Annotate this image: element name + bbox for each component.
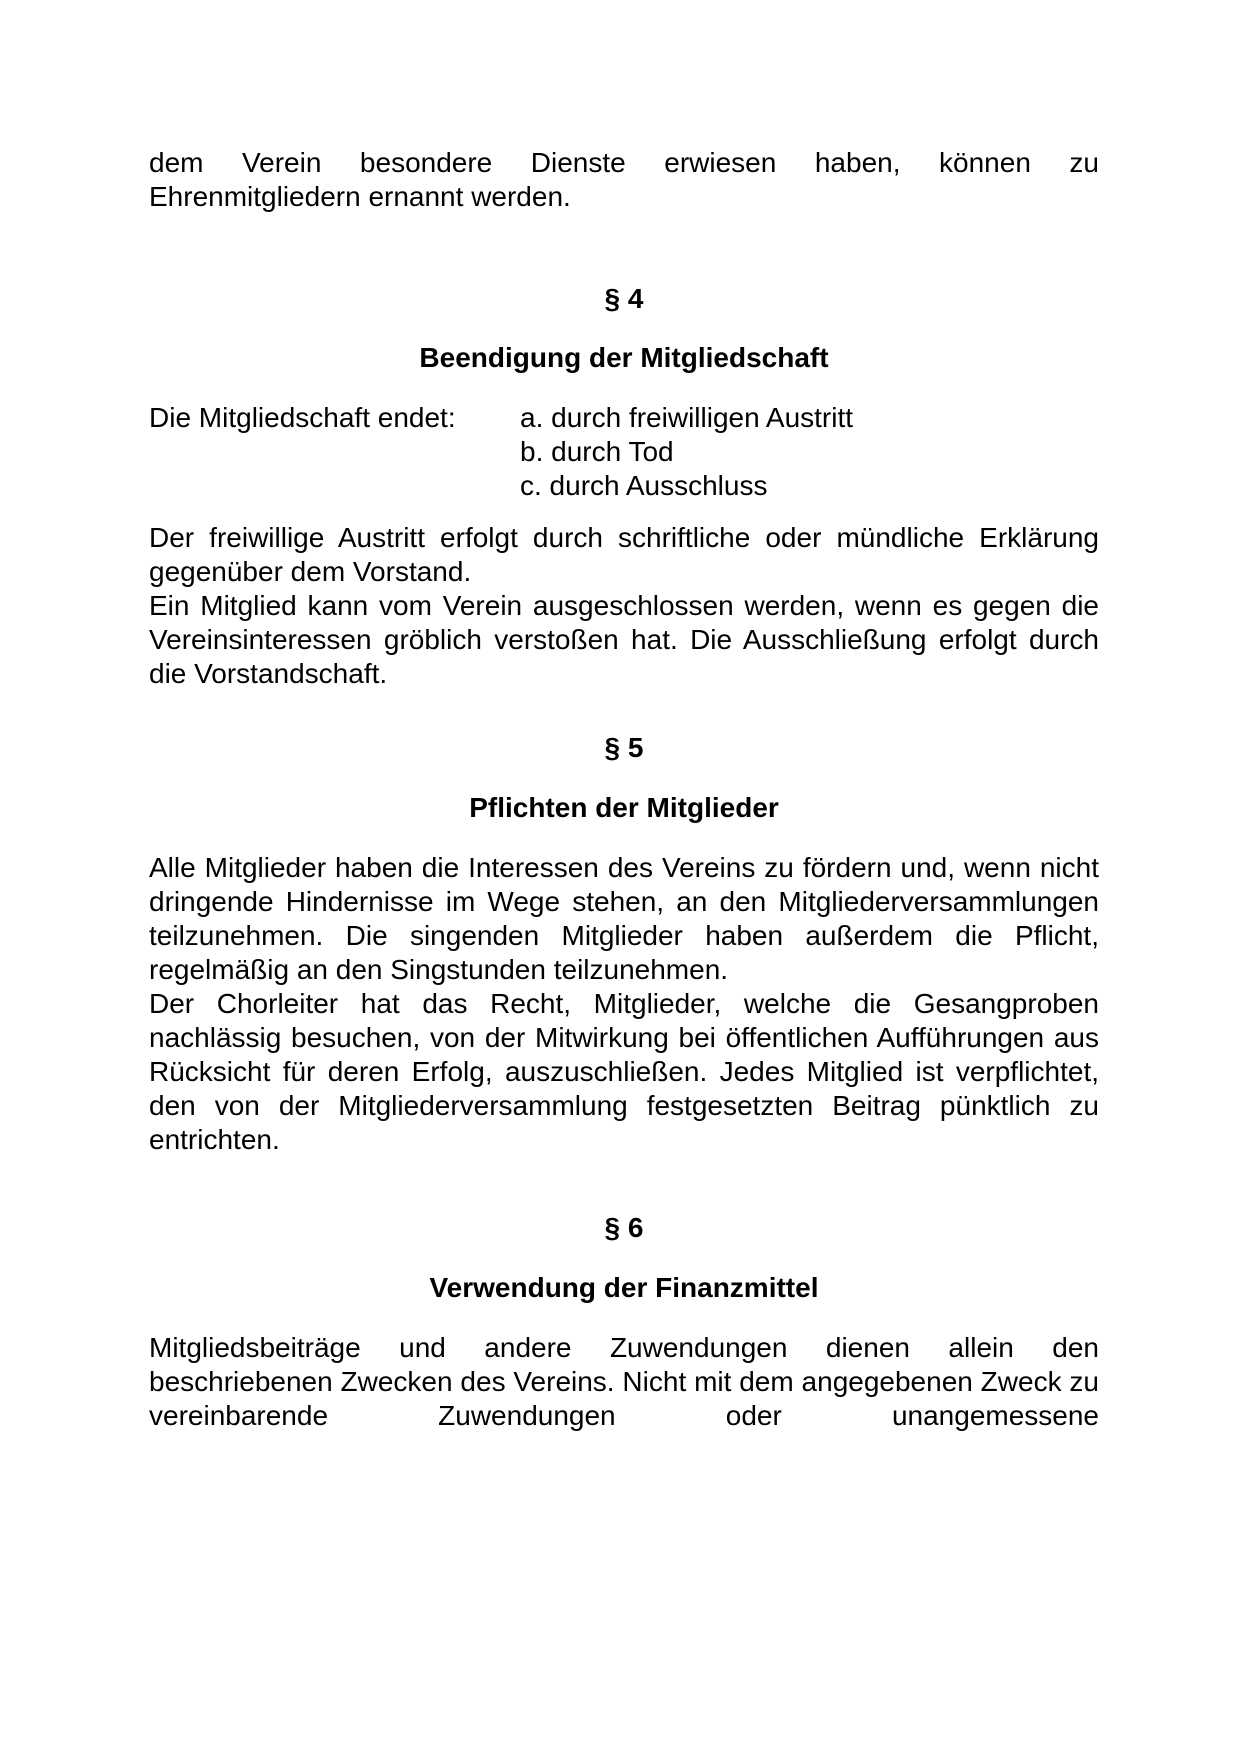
section-6-paragraph-1: Mitgliedsbeiträge und andere Zuwendungen dienen allein den beschriebenen Zwecken des Vereins. Nicht mit dem angegebenen Zweck zu vereinbarende Zuwendungen oder unangemessene [149,1332,1099,1431]
section-5-title: Pflichten der Mitglieder [469,792,779,823]
section-4-list [520,401,853,503]
section-6-number: § 6 [604,1212,644,1243]
list-item: a. durch freiwilligen Austritt [520,402,854,433]
list-item: b. durch Tod [520,436,674,467]
section-4-list-label: Die Mitgliedschaft endet: [149,402,456,433]
section-4-number: § 4 [604,283,644,314]
section-5-paragraph-1: Alle Mitglieder haben die Interessen des Vereins zu fördern und, wenn nicht dringende Hindernisse im Wege stehen, an den Mitgliederversammlungen teilzunehmen. Die singenden Mitglieder haben außerdem die Pflicht, regelmäßig an den Singstunden teilzunehmen. [149,852,1099,985]
section-4-paragraph-1: Der freiwillige Austritt erfolgt durch schriftliche oder mündliche Erklärung gegenüber dem Vorstand. [149,522,1099,587]
section-5-paragraph-2: Der Chorleiter hat das Recht, Mitglieder, welche die Gesangproben nachlässig besuchen, von der Mitwirkung bei öffentlichen Aufführungen aus Rücksicht für deren Erfolg, auszuschließen. Jedes Mitglied ist verpflichtet, den von der Mitgliederversammlung festgesetzten Beitrag pünktlich zu entrichten. [149,988,1099,1155]
section-6-title: Verwendung der Finanzmittel [429,1272,819,1303]
intro-paragraph [149,146,1099,214]
intro-line-1: dem Verein besondere Dienste erwiesen haben, können zu [149,147,1099,178]
section-5-number: § 5 [604,732,644,763]
list-item: c. durch Ausschluss [520,470,768,501]
section-5-body [149,851,1099,1157]
section-4-title: Beendigung der Mitgliedschaft [419,342,829,373]
section-4-paragraph-2: Ein Mitglied kann vom Verein ausgeschlossen werden, wenn es gegen die Vereinsinteressen gröblich verstoßen hat. Die Ausschließung erfolgt durch die Vorstandschaft. [149,590,1099,689]
section-6-body [149,1331,1099,1433]
intro-line-2: Ehrenmitgliedern ernannt werden. [149,181,571,212]
section-4-body [149,521,1099,691]
